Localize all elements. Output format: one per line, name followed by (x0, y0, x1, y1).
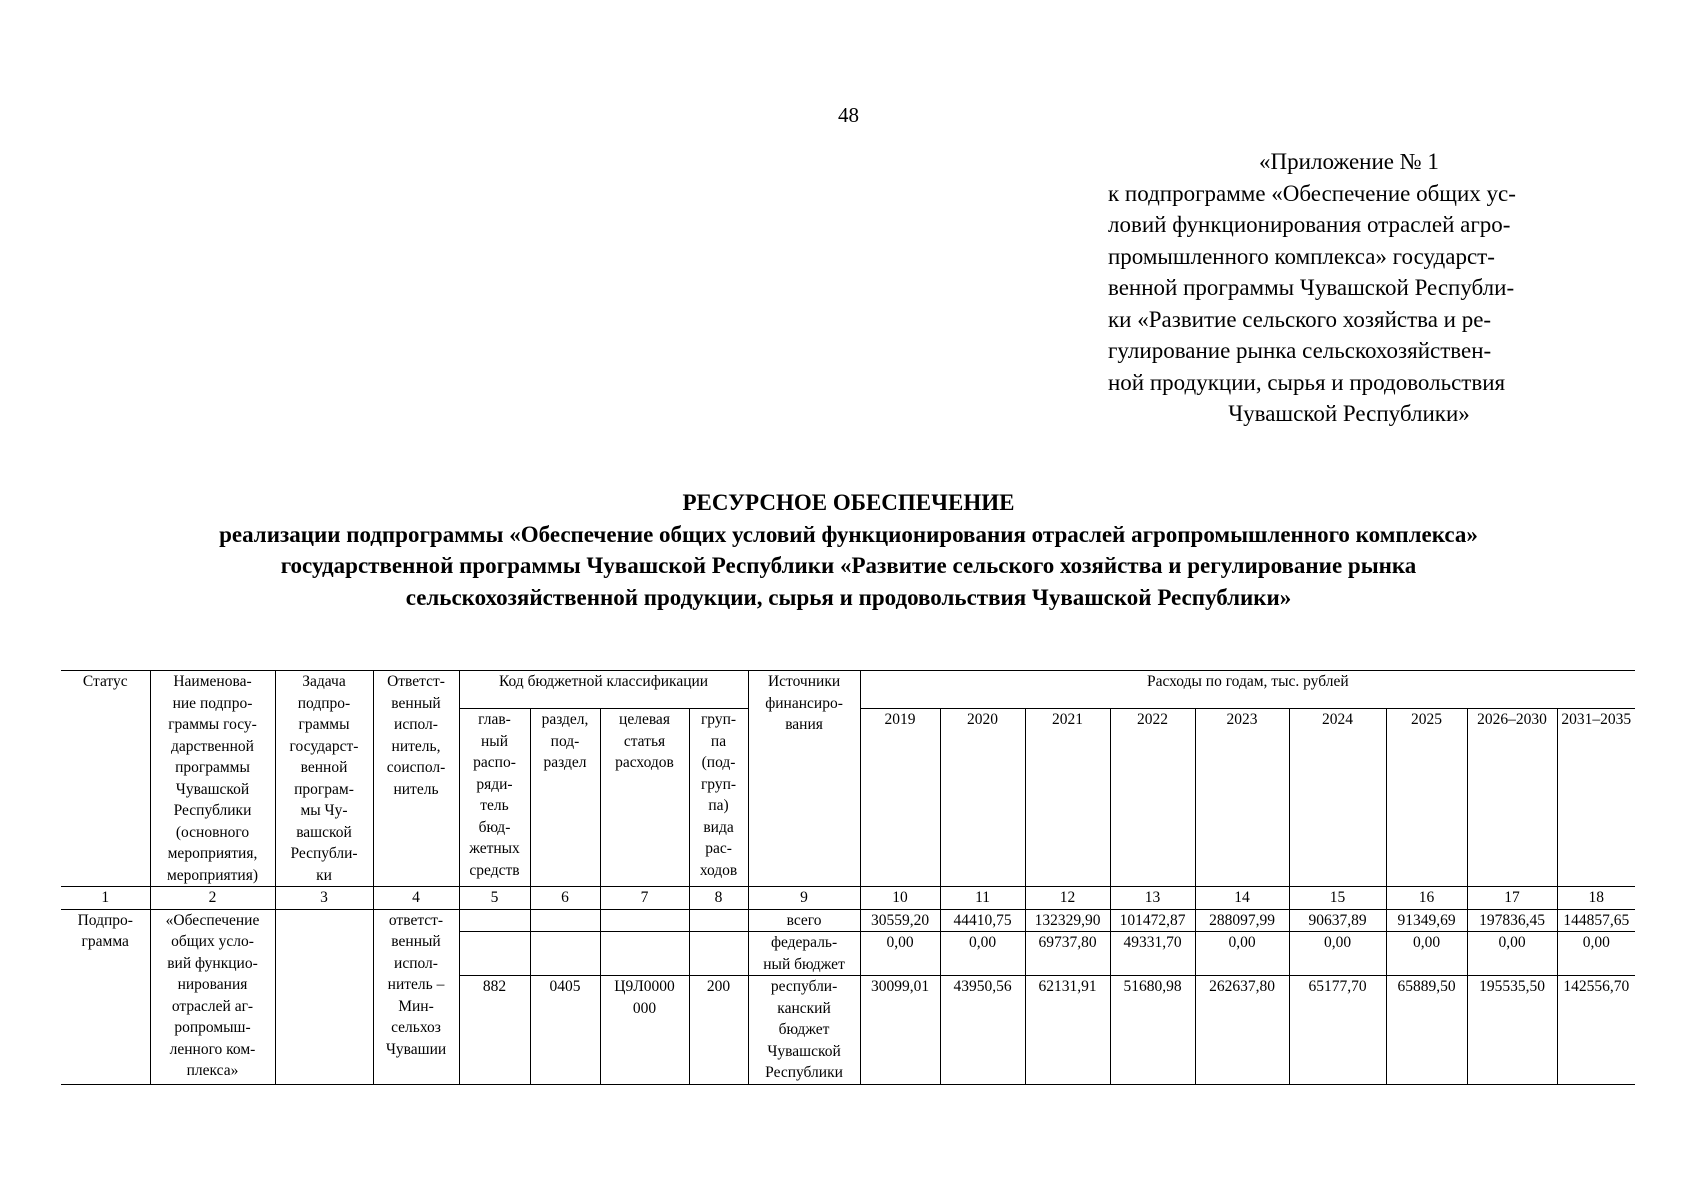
resource-table (61, 670, 1635, 1085)
cell-value: 30559,20 (860, 909, 940, 932)
header-year: 2023 (1195, 709, 1289, 887)
column-number: 13 (1110, 887, 1195, 910)
header-year: 2021 (1025, 709, 1110, 887)
cell-target-empty (600, 932, 689, 976)
header-target: целевая статья расходов (600, 709, 689, 887)
column-number: 16 (1386, 887, 1467, 910)
column-number: 8 (689, 887, 748, 910)
cell-value: 0,00 (1467, 932, 1557, 976)
column-number: 11 (940, 887, 1025, 910)
column-number: 9 (748, 887, 860, 910)
cell-grbs: 882 (459, 976, 530, 1084)
cell-value: 0,00 (1386, 932, 1467, 976)
cell-source: федераль- ный бюджет (748, 932, 860, 976)
cell-value: 65177,70 (1289, 976, 1386, 1084)
header-status: Статус (61, 671, 150, 887)
column-number: 12 (1025, 887, 1110, 910)
cell-value: 288097,99 (1195, 909, 1289, 932)
cell-value: 44410,75 (940, 909, 1025, 932)
cell-section-empty (530, 909, 600, 932)
header-executor: Ответст- венный испол- нитель, соиспол- нитель (373, 671, 459, 887)
cell-status: Подпро- грамма (61, 909, 150, 1084)
cell-value: 0,00 (940, 932, 1025, 976)
column-number: 14 (1195, 887, 1289, 910)
column-number: 7 (600, 887, 689, 910)
cell-grbs-empty (459, 909, 530, 932)
appendix-line: ной продукции, сырья и продовольствия (1108, 369, 1506, 395)
column-number: 10 (860, 887, 940, 910)
cell-value: 132329,90 (1025, 909, 1110, 932)
cell-value: 144857,65 (1557, 909, 1635, 932)
cell-value: 90637,89 (1289, 909, 1386, 932)
column-number: 5 (459, 887, 530, 910)
cell-value: 142556,70 (1557, 976, 1635, 1084)
table-bottom-border (61, 1084, 1635, 1085)
heading-line: сельскохозяйственной продукции, сырья и продовольствия Чувашской Республики» (405, 584, 1292, 610)
appendix-line: гулирование рынка сельскохозяйствен- (1108, 338, 1492, 363)
cell-grbs-empty (459, 932, 530, 976)
cell-value: 62131,91 (1025, 976, 1110, 1084)
column-number: 17 (1467, 887, 1557, 910)
table-header-row (61, 671, 1635, 709)
cell-name: «Обеспечение общих усло- вий функцио- нирования отраслей аг- ропромыш- ленного ком- плекса» (150, 909, 275, 1084)
cell-group-empty (689, 932, 748, 976)
appendix-last-line: Чувашской Республики» (1228, 401, 1470, 426)
column-number: 6 (530, 887, 600, 910)
column-number: 3 (275, 887, 373, 910)
appendix-line: ки «Развитие сельского хозяйства и ре- (1108, 306, 1492, 332)
cell-group-empty (689, 909, 748, 932)
cell-value: 51680,98 (1110, 976, 1195, 1084)
appendix-line: ловий функционирования отраслей агро- (1108, 212, 1511, 237)
appendix-line: венной программы Чувашской Республи- (1108, 275, 1515, 300)
cell-target: Ц9Л0000 000 (600, 976, 689, 1084)
cell-value: 43950,56 (940, 976, 1025, 1084)
appendix-block (1108, 146, 1590, 430)
cell-section: 0405 (530, 976, 600, 1084)
cell-value: 0,00 (1289, 932, 1386, 976)
header-expenses: Расходы по годам, тыс. рублей (860, 671, 1635, 709)
header-year: 2022 (1110, 709, 1195, 887)
cell-source: всего (748, 909, 860, 932)
cell-value: 195535,50 (1467, 976, 1557, 1084)
column-number: 18 (1557, 887, 1635, 910)
header-year: 2026–2030 (1467, 709, 1557, 887)
column-number: 1 (61, 887, 150, 910)
column-number: 4 (373, 887, 459, 910)
appendix-title: «Приложение № 1 (1259, 149, 1439, 174)
cell-value: 65889,50 (1386, 976, 1467, 1084)
cell-value: 69737,80 (1025, 932, 1110, 976)
document-heading (60, 487, 1637, 613)
header-section: раздел, под- раздел (530, 709, 600, 887)
header-group: груп- па (под- груп- па) вида рас- ходов (689, 709, 748, 887)
cell-value: 0,00 (860, 932, 940, 976)
column-number: 15 (1289, 887, 1386, 910)
cell-value: 30099,01 (860, 976, 940, 1084)
appendix-line: промышленного комплекса» государст- (1108, 243, 1495, 269)
header-year: 2019 (860, 709, 940, 887)
column-number-row (61, 887, 1635, 910)
header-year: 2024 (1289, 709, 1386, 887)
cell-source: республи- канский бюджет Чувашской Республики (748, 976, 860, 1084)
heading-title: РЕСУРСНОЕ ОБЕСПЕЧЕНИЕ (682, 490, 1015, 515)
cell-value: 49331,70 (1110, 932, 1195, 976)
column-number: 2 (150, 887, 275, 910)
cell-task (275, 909, 373, 1084)
header-year: 2025 (1386, 709, 1467, 887)
header-sources: Источники финансиро- вания (748, 671, 860, 887)
cell-value: 197836,45 (1467, 909, 1557, 932)
cell-executor: ответст- венный испол- нитель – Мин- сельхоз Чувашии (373, 909, 459, 1084)
cell-value: 262637,80 (1195, 976, 1289, 1084)
cell-group: 200 (689, 976, 748, 1084)
cell-target-empty (600, 909, 689, 932)
page-number: 48 (838, 103, 859, 127)
cell-value: 91349,69 (1386, 909, 1467, 932)
header-grbs: глав- ный распо- ряди- тель бюд- жетных средств (459, 709, 530, 887)
header-year: 2020 (940, 709, 1025, 887)
cell-value: 0,00 (1557, 932, 1635, 976)
cell-value: 101472,87 (1110, 909, 1195, 932)
heading-line: государственной программы Чувашской Республики «Развитие сельского хозяйства и регулирование рынка (280, 553, 1417, 578)
header-name: Наименова- ние подпро- граммы госу- дарственной программы Чувашской Республики (основного мероприятия, мероприятия) (150, 671, 275, 887)
appendix-line: к подпрограмме «Обеспечение общих ус- (1108, 180, 1516, 206)
table-row (61, 909, 1635, 932)
cell-value: 0,00 (1195, 932, 1289, 976)
header-budget-code: Код бюджетной классификации (459, 671, 748, 709)
header-task: Задача подпро- граммы государст- венной програм- мы Чу- вашской Республи- ки (275, 671, 373, 887)
header-year: 2031–2035 (1557, 709, 1635, 887)
heading-line: реализации подпрограммы «Обеспечение общих условий функционирования отраслей агропромышленного комплекса» (219, 521, 1478, 547)
cell-section-empty (530, 932, 600, 976)
